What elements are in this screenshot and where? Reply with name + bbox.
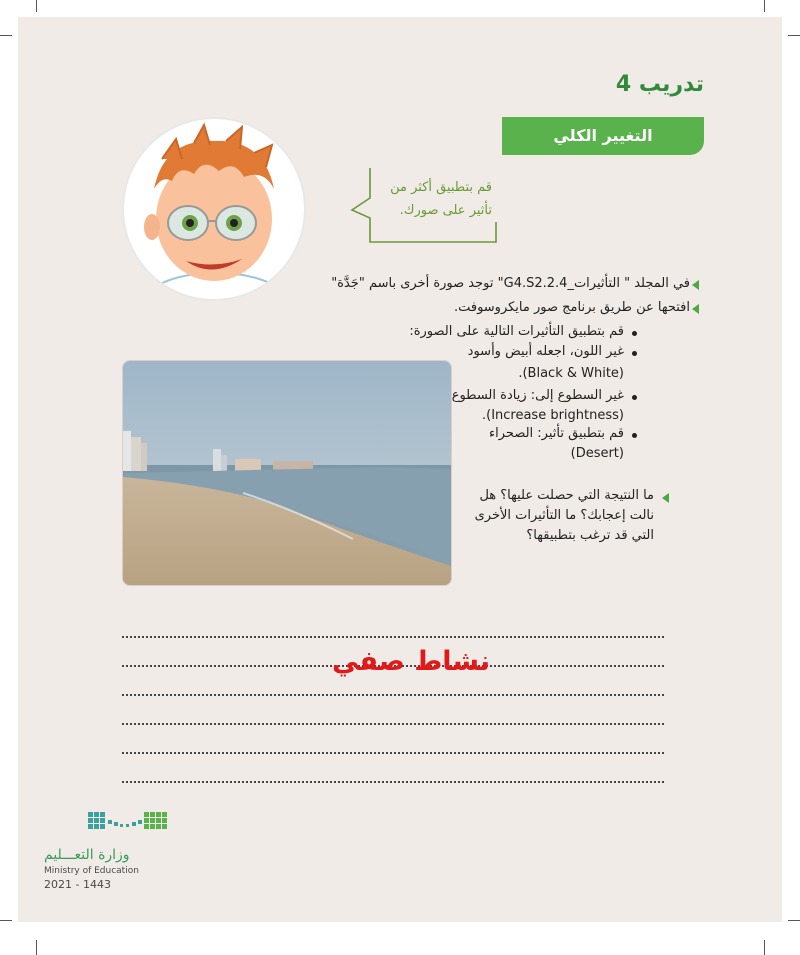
crop-mark xyxy=(788,35,800,36)
crop-mark xyxy=(0,920,12,921)
brightness-instruction: غير السطوع إلى: زيادة السطوع xyxy=(451,388,624,403)
effect-instruction: قم بتطبيق تأثير: الصحراء xyxy=(489,426,624,441)
classroom-activity-stamp: نشاط صفي xyxy=(332,646,491,677)
question-line-1: ما النتيجة التي حصلت عليها؟ هل xyxy=(479,488,654,503)
effect-instruction-en: (Desert) xyxy=(570,446,624,461)
crop-mark xyxy=(0,35,12,36)
bullet-folder-text: في المجلد " التأثيرات_G4.S2.2.4" توجد صورة أخرى باسم "جَدَّة" xyxy=(331,276,690,291)
beach-photo-illustration xyxy=(123,361,451,585)
bullet-open-text: افتحها عن طريق برنامج صور مايكروسوفت. xyxy=(453,300,690,315)
exercise-title: تدريب 4 xyxy=(615,72,704,97)
section-banner: التغيير الكلي xyxy=(502,117,704,155)
crop-mark xyxy=(764,0,765,12)
jeddah-beach-photo xyxy=(122,360,452,586)
bubble-line-1: قم بتطبيق أكثر من xyxy=(390,180,492,195)
bubble-line-2: تأثير على صورك. xyxy=(399,203,492,218)
brightness-instruction-en: (Increase brightness). xyxy=(481,408,624,423)
crop-mark xyxy=(36,0,37,12)
instructions-intro: قم بتطبيق التأثيرات التالية على الصورة: xyxy=(409,324,624,339)
crop-mark xyxy=(36,940,37,955)
ministry-name-english: Ministry of Education xyxy=(44,866,139,876)
edition-year: 2021 - 1443 xyxy=(44,878,111,891)
answer-line xyxy=(122,723,664,725)
speech-bubble-text xyxy=(370,176,492,222)
bullet-arrow-icon xyxy=(692,280,699,290)
ministry-logo-icon xyxy=(44,806,194,842)
color-instruction-en: (Black & White). xyxy=(518,366,624,381)
bullet-arrow-icon xyxy=(662,493,669,503)
crop-mark xyxy=(788,920,800,921)
answer-line xyxy=(122,781,664,783)
color-instruction: غير اللون، اجعله أبيض وأسود xyxy=(467,344,624,359)
boy-avatar xyxy=(122,117,306,301)
question-line-2: نالت إعجابك؟ ما التأثيرات الأخرى xyxy=(474,508,654,523)
list-dot xyxy=(632,433,637,438)
question-line-3: التي قد ترغب بتطبيقها؟ xyxy=(526,528,654,543)
list-dot xyxy=(632,351,637,356)
answer-line xyxy=(122,694,664,696)
answer-line xyxy=(122,636,664,638)
list-dot xyxy=(632,395,637,400)
list-dot xyxy=(632,331,637,336)
crop-mark xyxy=(764,940,765,955)
answer-line xyxy=(122,752,664,754)
boy-avatar-illustration xyxy=(124,119,304,299)
bullet-arrow-icon xyxy=(692,304,699,314)
ministry-name-arabic: وزارة التعـــليم xyxy=(44,847,130,863)
